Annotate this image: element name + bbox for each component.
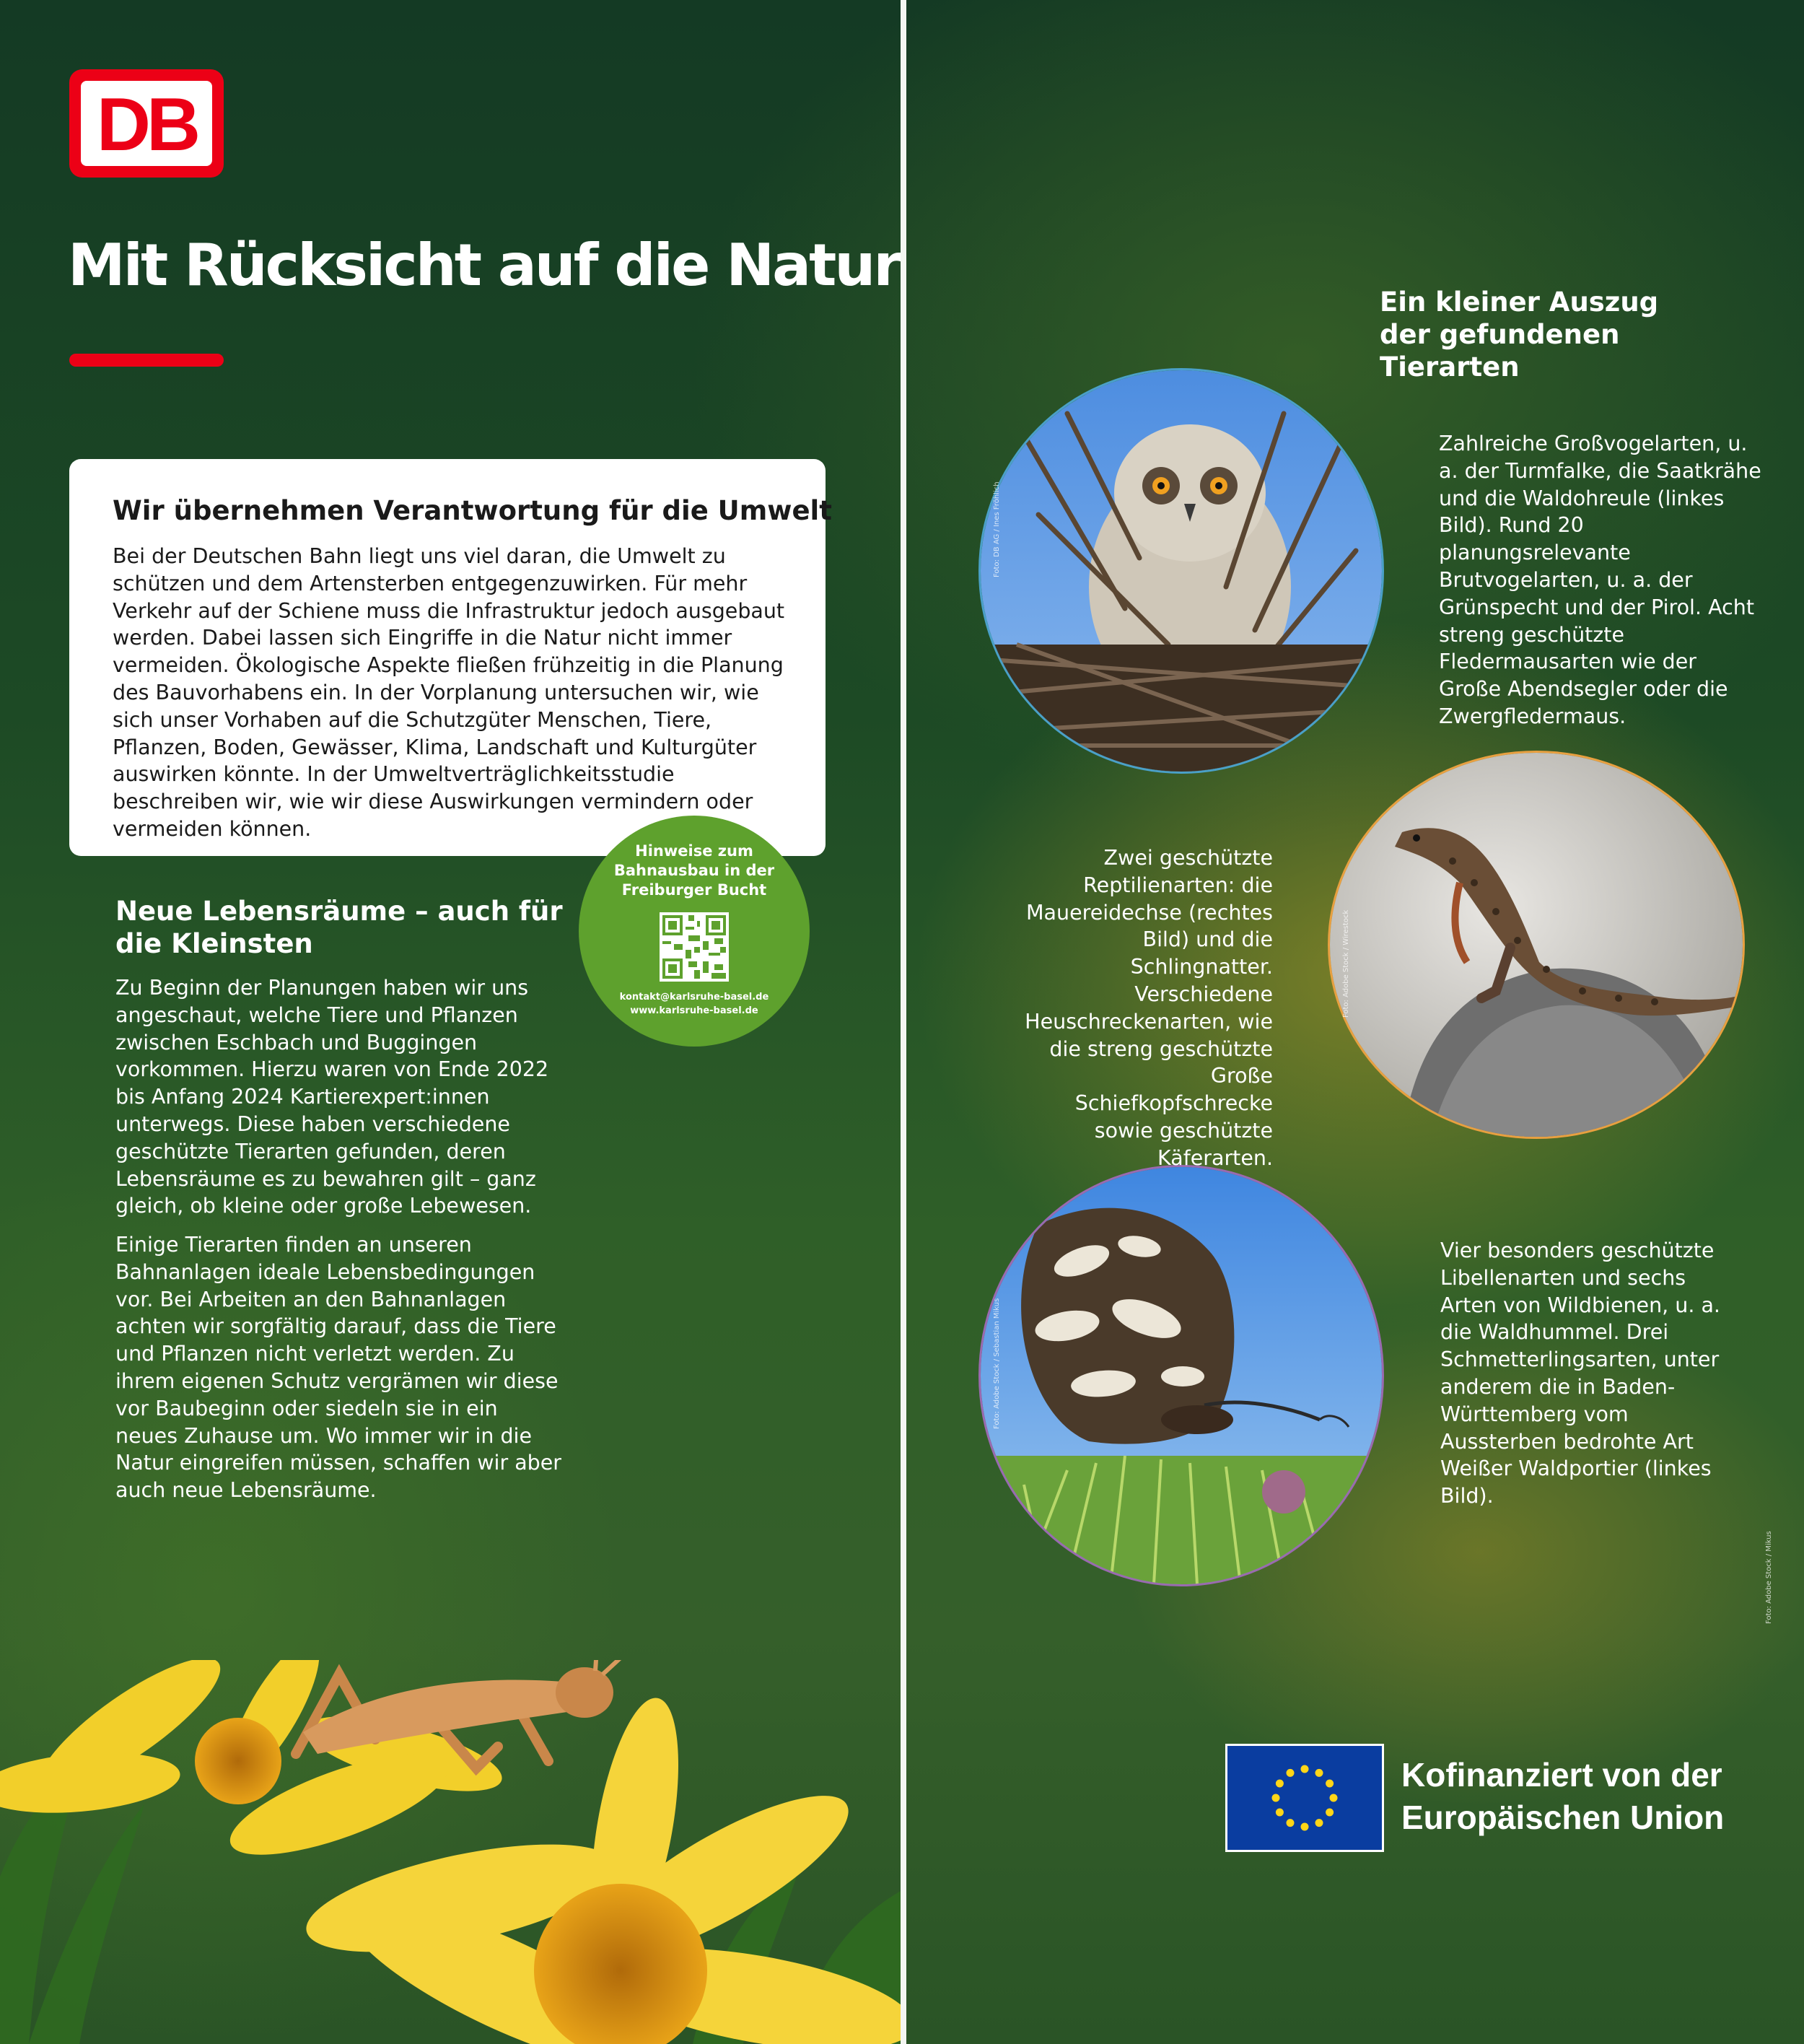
species-birds-text: Zahlreiche Großvogelarten, u. a. der Turmfalke, die Saatkrähe und die Waldohreule (linkes Bild). Rund 20 planungsrelevante Brutvogelarten, u. a. der Grünspecht und der Pirol. Acht streng geschützte Fledermausarten wie der Große Abendsegler oder die Zwergfledermaus. bbox=[1439, 432, 1761, 728]
qr-contact bbox=[608, 990, 781, 1018]
left-panel bbox=[0, 0, 901, 2044]
butterfly-photo bbox=[978, 1165, 1384, 1586]
habitat-heading-text: Neue Lebensräume – auch für die Kleinsten bbox=[115, 896, 563, 959]
intro-card bbox=[69, 459, 832, 856]
species-heading-text: Ein kleiner Auszug der gefundenen Tierarten bbox=[1380, 287, 1659, 383]
habitat-heading bbox=[115, 895, 563, 960]
eu-line-1: Kofinanziert von der bbox=[1401, 1756, 1722, 1794]
habitat-paragraph-2: Einige Tierarten finden an unseren Bahnanlagen ideale Lebensbedingungen vor. Bei Arbeiten an den Bahnanlagen achten wir sorgfältig darauf, dass die Tiere und Pflanzen nicht verletzt werden. Zu ihrem eigenen Schutz vergrämen wir diese vor Baubeginn oder siedeln sie in ein neues Zuhause um. Wo immer wir in die Natur eingreifen müssen, schaffen wir aber auch neue Lebensräume. bbox=[115, 1233, 562, 1503]
owl-photo-credit: Foto: DB AG / Ines Fröhlich bbox=[993, 481, 1001, 577]
species-reptiles-text: Zwei geschützte Reptilienarten: die Mauereidechse (rechtes Bild) und die Schlingnatter. Verschiedene Heuschreckenarten, wie die streng geschützte Große Schiefkopfschrecke sowie geschützte Käferarten. bbox=[1025, 846, 1273, 1170]
lizard-photo bbox=[1328, 751, 1745, 1139]
owl-photo bbox=[978, 368, 1384, 774]
eu-stars bbox=[1272, 1765, 1338, 1831]
db-logo-text: DB bbox=[96, 83, 197, 167]
species-heading bbox=[1380, 286, 1712, 383]
eu-flag-icon bbox=[1225, 1744, 1384, 1852]
background-photo-credit: Foto: Adobe Stock / Mikus bbox=[1765, 1531, 1773, 1624]
qr-code-icon[interactable] bbox=[660, 912, 729, 982]
species-insects-text: Vier besonders geschützte Libellenarten und sechs Arten von Wildbienen, u. a. die Waldhummel. Drei Schmetterlingsarten, unter anderem die in Baden-Württemberg vom Aussterben bedrohte Art Weißer Waldportier (linkes Bild). bbox=[1440, 1239, 1720, 1508]
qr-badge bbox=[579, 816, 810, 1047]
qr-website[interactable]: www.karlsruhe-basel.de bbox=[630, 1005, 758, 1016]
lizard-photo-credit: Foto: Adobe Stock / Wirestock bbox=[1342, 909, 1350, 1018]
habitat-paragraph-1: Zu Beginn der Planungen haben wir uns angeschaut, welche Tiere und Pflanzen zwischen Eschbach und Buggingen vorkommen. Hierzu waren von Ende 2022 bis Anfang 2024 Kartierexpert:innen unterwegs. Diese haben verschiedene geschützte Tierarten gefunden, deren Lebensräume es zu bewahren gilt – ganz gleich, ob kleine oder große Lebewesen. bbox=[115, 976, 549, 1218]
qr-title: Hinweise zum Bahnausbau in der Freiburger Bucht bbox=[613, 842, 775, 899]
panel-divider bbox=[901, 0, 906, 2044]
intro-body: Bei der Deutschen Bahn liegt uns viel daran, die Umwelt zu schützen und dem Artensterben entgegenzuwirken. Für mehr Verkehr auf der Schiene muss die Infrastruktur jedoch ausgebaut werden. Dabei lassen sich Eingriffe in die Natur nicht immer vermeiden. Ökologische Aspekte fließen frühzeitig in die Planung des Bauvorhabens ein. In der Vorplanung untersuchen wir, wie sich unser Vorhaben auf die Schutzgüter Menschen, Tiere, Pflanzen, Boden, Gewässer, Klima, Landschaft und Kulturgüter auswirken könnte. In der Umweltverträglichkeitsstudie beschreiben wir, wie wir diese Auswirkungen vermindern oder vermeiden können. bbox=[113, 544, 785, 841]
eu-funding-text bbox=[1401, 1754, 1724, 1839]
eu-line-2: Europäischen Union bbox=[1401, 1799, 1725, 1836]
db-logo bbox=[69, 69, 224, 178]
page-title: Mit Rücksicht auf die Natur bbox=[68, 232, 900, 299]
qr-email[interactable]: kontakt@karlsruhe-basel.de bbox=[619, 992, 769, 1003]
title-underline bbox=[69, 354, 224, 367]
grasshopper-flower-image bbox=[0, 1660, 901, 2044]
butterfly-photo-credit: Foto: Adobe Stock / Sebastian Mikus bbox=[993, 1298, 1001, 1429]
intro-heading: Wir übernehmen Verantwortung für die Umwelt bbox=[113, 495, 832, 526]
